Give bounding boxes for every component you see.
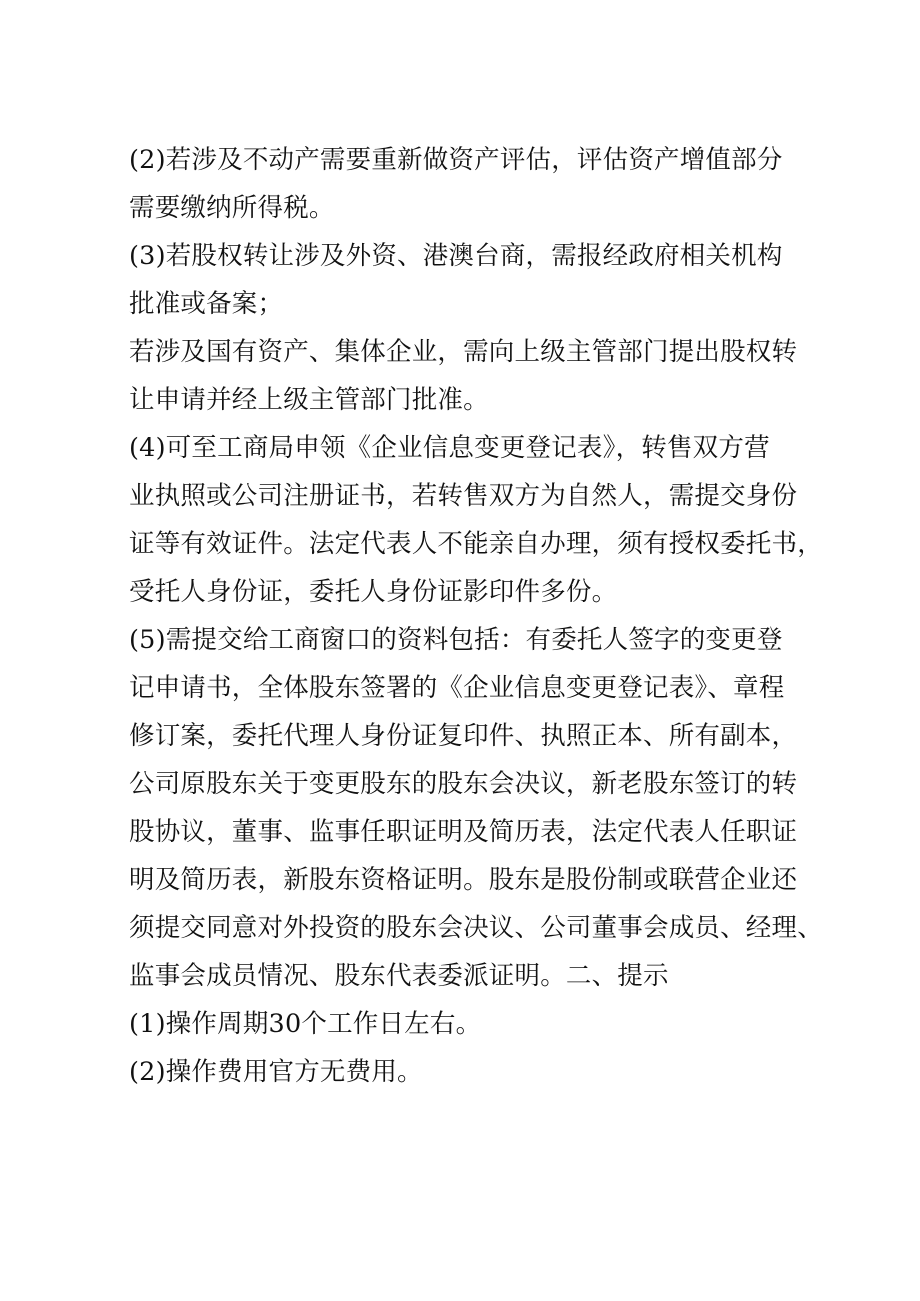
- text-line: 须提交同意对外投资的股东会决议、公司董事会成员、经理、: [129, 913, 823, 943]
- text-line: (3)若股权转让涉及外资、港澳台商，需报经政府相关机构: [129, 241, 783, 271]
- text-line: (2)操作费用官方无费用。: [129, 1057, 423, 1087]
- text-line: 若涉及国有资产、集体企业，需向上级主管部门提出股权转: [129, 337, 798, 367]
- text-line: (2)若涉及不动产需要重新做资产评估，评估资产增值部分: [129, 145, 783, 175]
- text-line: 明及简历表，新股东资格证明。股东是股份制或联营企业还: [129, 865, 798, 895]
- text-line: 让申请并经上级主管部门批准。: [129, 385, 489, 415]
- document-body: [129, 136, 823, 1096]
- text-line: 批准或备案；: [129, 289, 284, 319]
- text-line: 公司原股东关于变更股东的股东会决议，新老股东签订的转: [129, 769, 798, 799]
- text-line: 记申请书，全体股东签署的《企业信息变更登记表》、章程: [129, 673, 785, 703]
- text-line: 需要缴纳所得税。: [129, 193, 335, 223]
- text-line: (1)操作周期30个工作日左右。: [129, 1009, 482, 1039]
- text-line: 修订案，委托代理人身份证复印件、执照正本、所有副本，: [129, 721, 798, 751]
- text-line: (4)可至工商局申领《企业信息变更登记表》，转售双方营: [129, 433, 770, 463]
- text-line: 监事会成员情况、股东代表委派证明。二、提示: [129, 961, 669, 991]
- text-line: 证等有效证件。法定代表人不能亲自办理，须有授权委托书，: [129, 529, 823, 559]
- text-line: 受托人身份证，委托人身份证影印件多份。: [129, 577, 618, 607]
- text-line: (5)需提交给工商窗口的资料包括：有委托人签字的变更登: [129, 625, 783, 655]
- text-line: 股协议，董事、监事任职证明及简历表，法定代表人任职证: [129, 817, 798, 847]
- text-line: 业执照或公司注册证书，若转售双方为自然人，需提交身份: [129, 481, 798, 511]
